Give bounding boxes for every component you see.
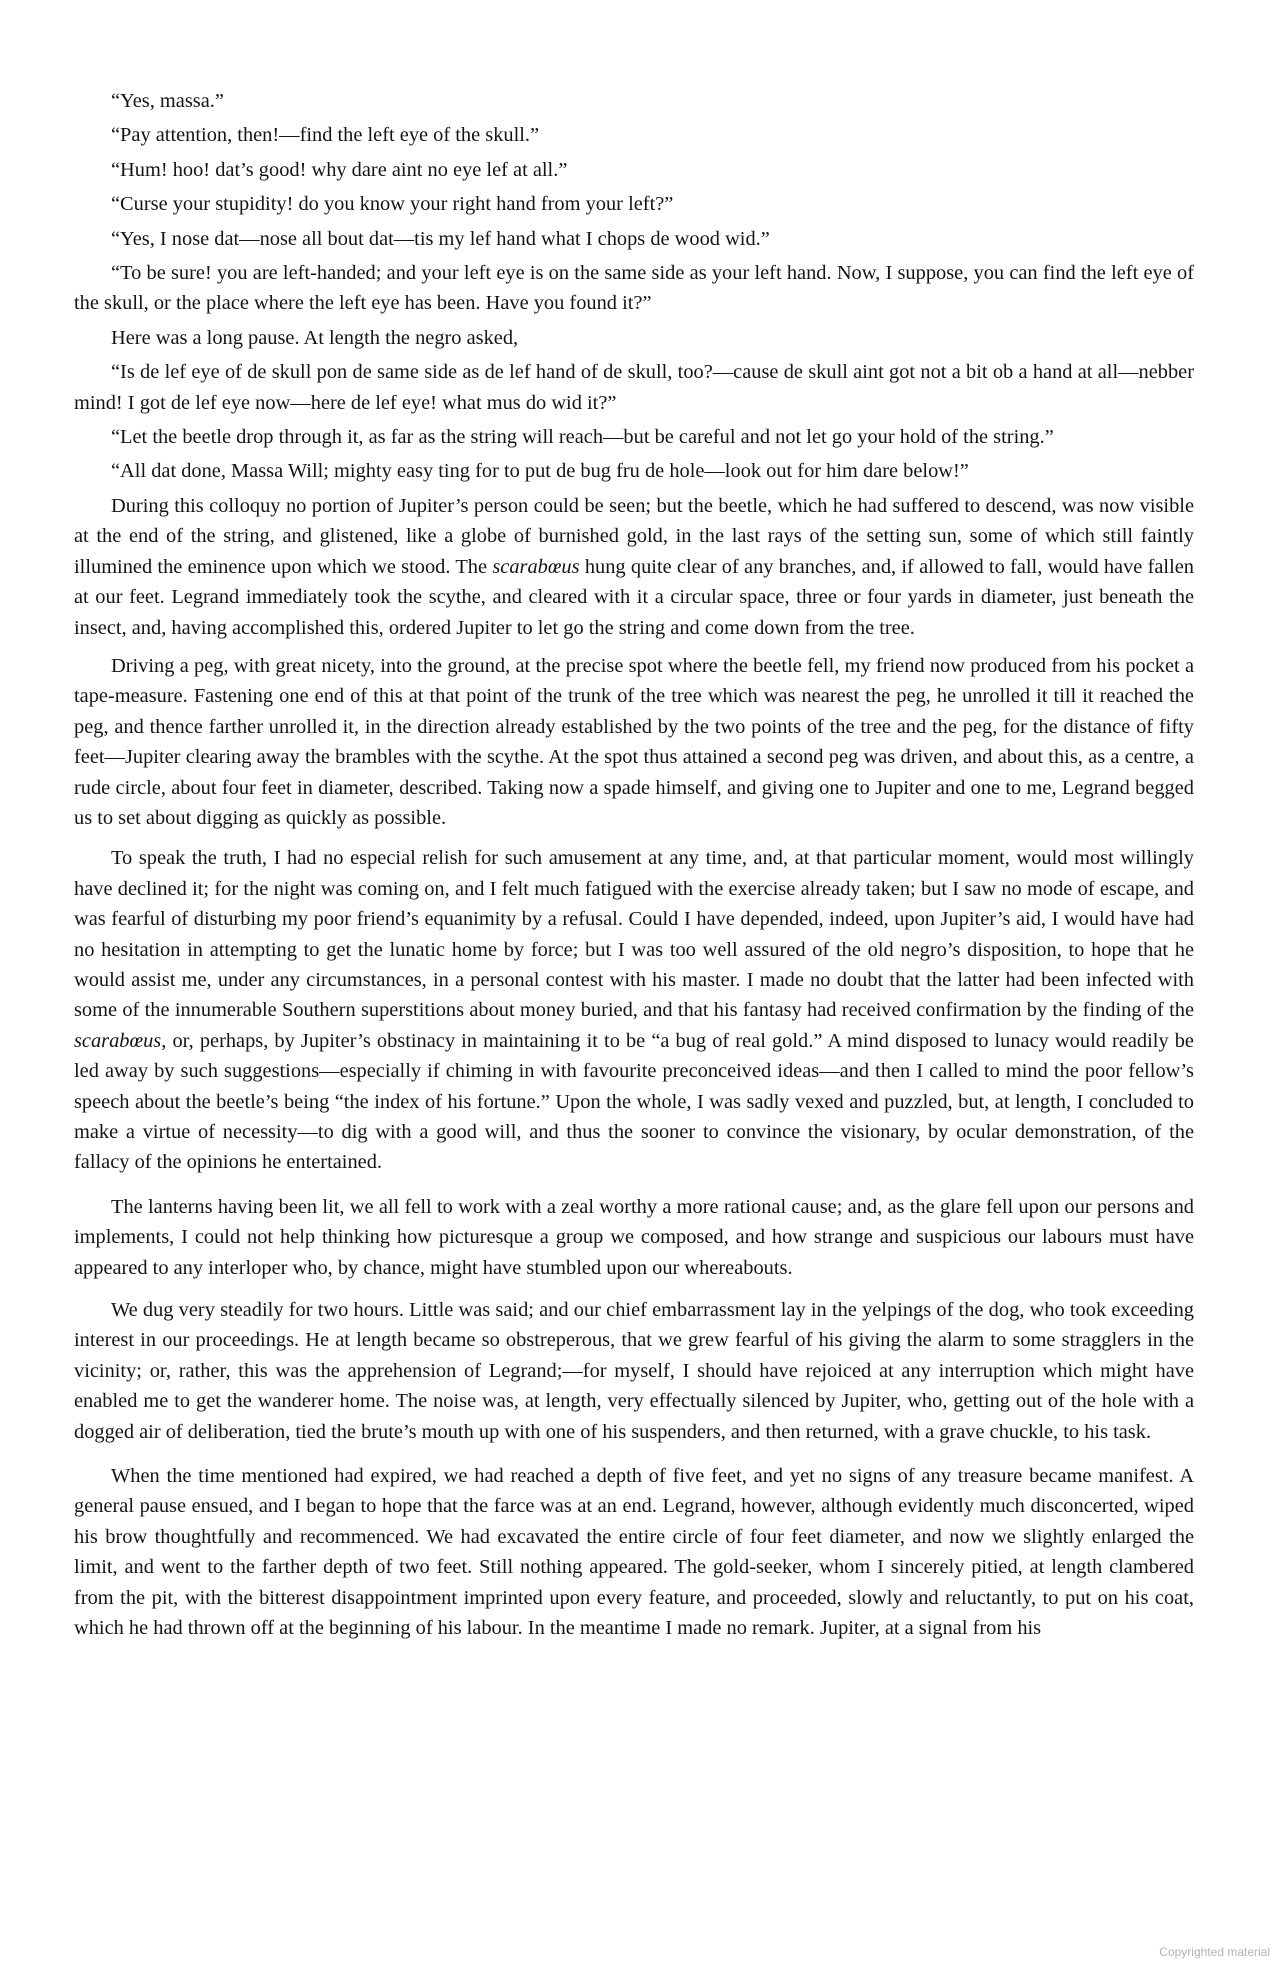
italic-term: scarabœus (492, 555, 580, 578)
copyright-watermark: Copyrighted material (1159, 1945, 1270, 1959)
page-body (74, 86, 1194, 1644)
paragraph (74, 843, 1194, 1177)
paragraph (74, 86, 1194, 116)
paragraph (74, 224, 1194, 254)
paragraph (74, 422, 1194, 452)
paragraph-text: We dug very steadily for two hours. Little was said; and our chief embarrassment lay in the yelpings of the dog, who took exceeding interest in our proceedings. He at length became so obstreperous, that we grew fearful of his giving the alarm to some stragglers in the vicinity; or, rather, this was the apprehension of Legrand;—for myself, I should have rejoiced at any interruption which might have enabled me to get the wanderer home. The noise was, at length, very effectually silenced by Jupiter, who, getting out of the hole with a dogged air of deliberation, tied the brute’s mouth up with one of his suspenders, and then returned, with a grave chuckle, to his task. (74, 1299, 1194, 1443)
paragraph-text: , or, perhaps, by Jupiter’s obstinacy in maintaining it to be “a bug of real gold.” A mind disposed to lunacy would readily be led away by such suggestions—especially if chiming in with favourite preconceived ideas—and then I called to mind the poor fellow’s speech about the beetle’s being “the index of his fortune.” Upon the whole, I was sadly vexed and puzzled, but, at length, I concluded to make a virtue of necessity—to dig with a good will, and thus the sooner to convince the visionary, by ocular demonstration, of the fallacy of the opinions he entertained. (74, 1029, 1194, 1174)
paragraph (74, 491, 1194, 643)
paragraph-text: “Yes, massa.” (111, 90, 224, 112)
paragraph (74, 155, 1194, 185)
paragraph-text: “All dat done, Massa Will; mighty easy ting for to put de bug fru de hole—look out for him dare below!” (111, 460, 969, 483)
paragraph (74, 456, 1194, 486)
paragraph-text: hung quite clear of any branches, and, if allowed to fall, would have fallen at our feet. Legrand immediately took the scythe, and cleared with it a circular space, three or four yards in diameter, just beneath the insect, and, having accomplished this, ordered Jupiter to let go the string and come down from the tree. (74, 555, 1194, 639)
paragraph (74, 651, 1194, 833)
paragraph-text: When the time mentioned had expired, we had reached a depth of five feet, and yet no signs of any treasure became manifest. A general pause ensued, and I began to hope that the farce was at an end. Legrand, however, although evidently much disconcerted, wiped his brow thoughtfully and recommenced. We had excavated the entire circle of four feet diameter, and now we slightly enlarged the limit, and went to the farther depth of two feet. Still nothing appeared. The gold-seeker, whom I sincerely pitied, at length clambered from the pit, with the bitterest disappointment imprinted upon every feature, and proceeded, slowly and reluctantly, to put on his coat, which he had thrown off at the beginning of his labour. In the meantime I made no remark. Jupiter, at a signal from his (74, 1465, 1194, 1640)
paragraph (74, 189, 1194, 219)
paragraph-text: “To be sure! you are left-handed; and your left eye is on the same side as your left hand. Now, I suppose, you can find the left eye of the skull, or the place where the left eye has been. Have you found it?” (74, 262, 1194, 315)
paragraph-text: “Yes, I nose dat—nose all bout dat—tis my lef hand what I chops de wood wid.” (111, 227, 770, 250)
paragraph-text: Here was a long pause. At length the negro asked, (111, 326, 519, 349)
paragraph (74, 357, 1194, 418)
paragraph-text: “Pay attention, then!—find the left eye of the skull.” (111, 124, 540, 147)
italic-term: scarabœus (74, 1029, 162, 1052)
paragraph (74, 1295, 1194, 1447)
paragraph-text: “Curse your stupidity! do you know your right hand from your left?” (111, 193, 674, 216)
paragraph (74, 1461, 1194, 1643)
paragraph-text: “Let the beetle drop through it, as far as the string will reach—but be careful and not let go your hold of the string.” (111, 426, 1054, 449)
paragraph (74, 323, 1194, 353)
paragraph-text: The lanterns having been lit, we all fell to work with a zeal worthy a more rational cause; and, as the glare fell upon our persons and implements, I could not help thinking how picturesque a group we composed, and how strange and suspicious our labours must have appeared to any interloper who, by chance, might have stumbled upon our whereabouts. (74, 1195, 1194, 1279)
paragraph (74, 1192, 1194, 1283)
paragraph-text: Driving a peg, with great nicety, into the ground, at the precise spot where the beetle fell, my friend now produced from his pocket a tape-measure. Fastening one end of this at that point of the trunk of the tree which was nearest the peg, he unrolled it till it reached the peg, and thence farther unrolled it, in the direction already established by the two points of the tree and the peg, for the distance of fifty feet—Jupiter clearing away the brambles with the scythe. At the spot thus attained a second peg was driven, and about this, as a centre, a rude circle, about four feet in diameter, described. Taking now a spade himself, and giving one to Jupiter and one to me, Legrand begged us to set about digging as quickly as possible. (74, 654, 1194, 829)
paragraph-text: During this colloquy no portion of Jupiter’s person could be seen; but the beetle, which he had suffered to descend, was now visible at the end of the string, and glistened, like a globe of burnished gold, in the last rays of the setting sun, some of which still faintly illumined the eminence upon which we stood. The (74, 494, 1194, 578)
paragraph (74, 258, 1194, 319)
paragraph-text: To speak the truth, I had no especial relish for such amusement at any time, and, at that particular moment, would most willingly have declined it; for the night was coming on, and I felt much fatigued with the exercise already taken; but I saw no mode of escape, and was fearful of disturbing my poor friend’s equanimity by a refusal. Could I have depended, indeed, upon Jupiter’s aid, I would have had no hesitation in attempting to get the lunatic home by force; but I was too well assured of the old negro’s disposition, to hope that he would assist me, under any circumstances, in a personal contest with his master. I made no doubt that the latter had been infected with some of the innumerable Southern superstitions about money buried, and that his fantasy had received confirmation by the finding of the (74, 847, 1194, 1022)
paragraph (74, 120, 1194, 150)
paragraph-text: “Hum! hoo! dat’s good! why dare aint no eye lef at all.” (111, 158, 568, 181)
paragraph-text: “Is de lef eye of de skull pon de same side as de lef hand of de skull, too?—cause de skull aint got not a bit ob a hand at all—nebber mind! I got de lef eye now—here de lef eye! what mus do wid it?” (74, 361, 1194, 414)
